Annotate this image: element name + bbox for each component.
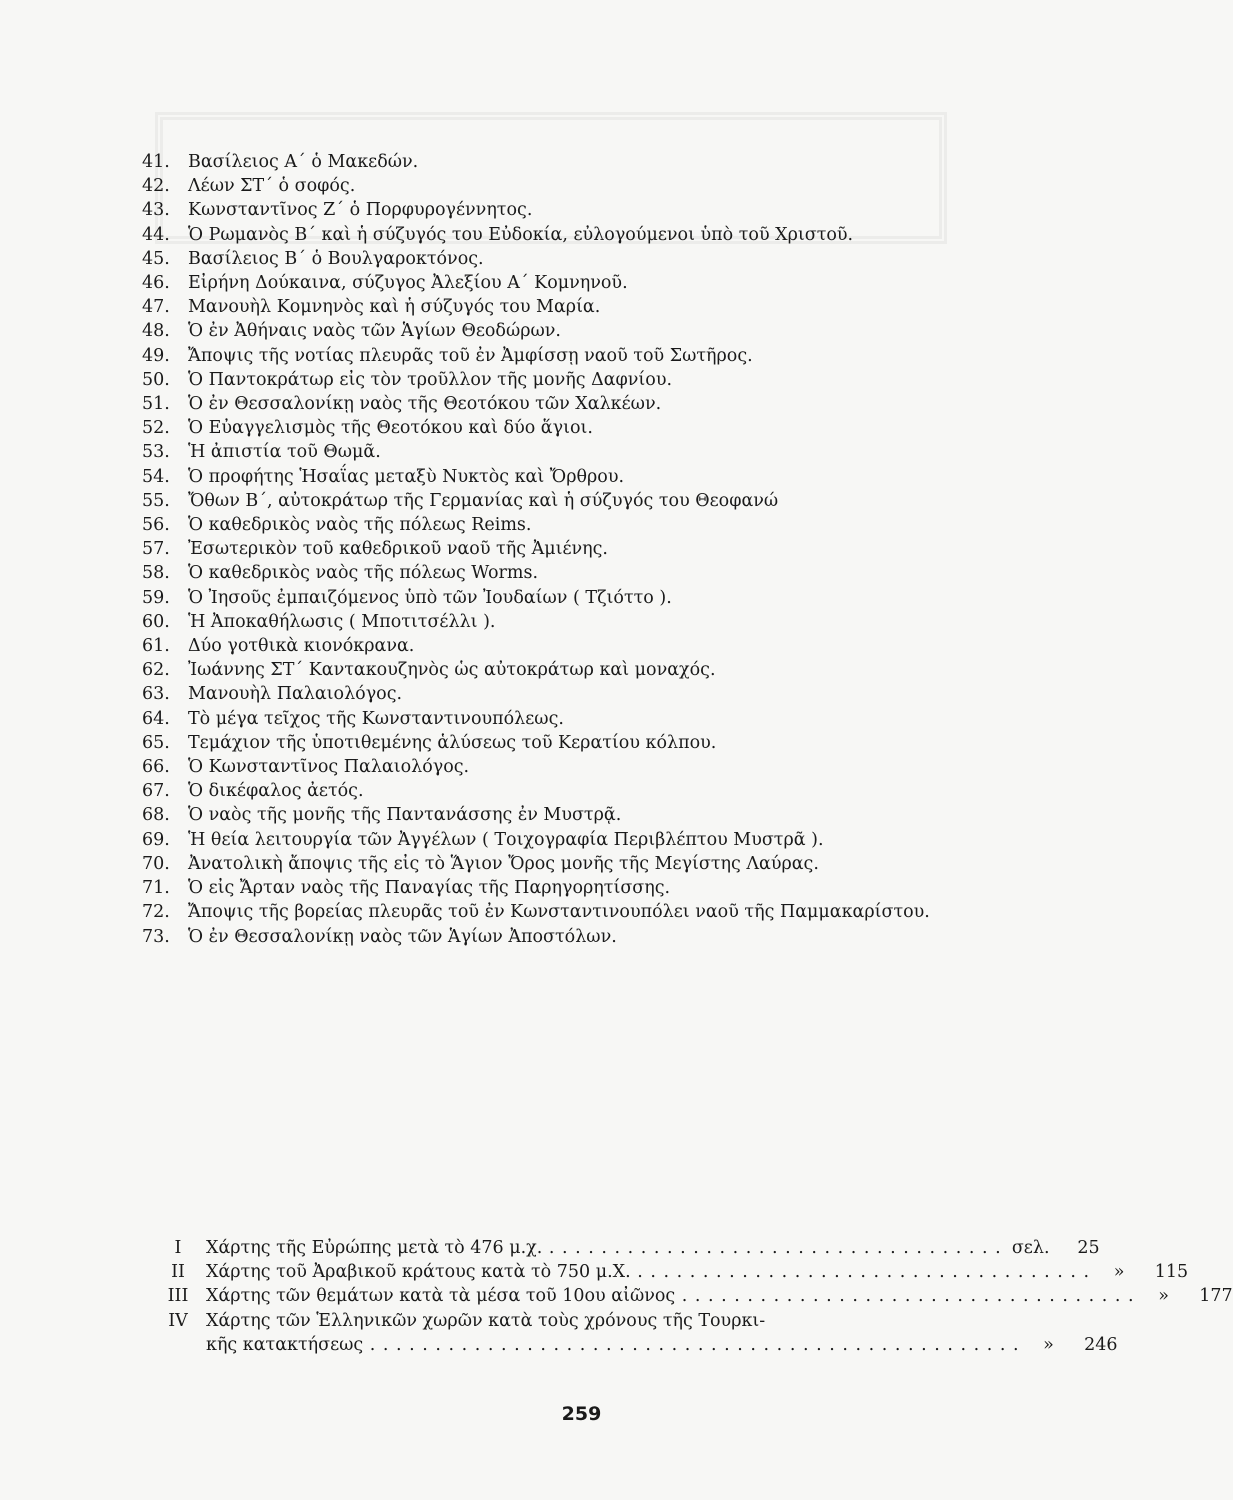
item-text: Ἡ Ἀποκαθήλωσις ( Μποτιτσέλλι ). (188, 611, 496, 632)
item-text: Λέων ΣΤ΄ ὁ σοφός. (188, 176, 356, 197)
item-number: 72. (142, 902, 170, 923)
map-number: II (171, 1262, 185, 1283)
item-text: Ὁ Παντοκράτωρ εἰς τὸν τροῦλλον τῆς μονῆς Δαφνίου. (188, 369, 673, 390)
item-number: 65. (142, 732, 170, 753)
list-item (142, 295, 992, 319)
item-number: 71. (142, 878, 170, 899)
item-text: Ὁ καθεδρικὸς ναὸς τῆς πόλεως Reims. (188, 515, 532, 536)
item-number: 59. (142, 587, 170, 608)
list-item (142, 416, 992, 440)
item-text: Μανουὴλ Κομνηνὸς καὶ ἡ σύζυγός του Μαρία. (188, 297, 601, 318)
item-number: 44. (142, 224, 170, 245)
item-number: 53. (142, 442, 170, 463)
item-number: 73. (142, 926, 170, 947)
item-number: 55. (142, 490, 170, 511)
item-text: Δύο γοτθικὰ κιονόκρανα. (188, 636, 415, 657)
item-text: Ὁ προφήτης Ἡσαΐας μεταξὺ Νυκτὸς καὶ Ὄρθρου. (188, 466, 625, 487)
item-number: 69. (142, 829, 170, 850)
list-item (142, 513, 992, 537)
item-text: Βασίλειος Α΄ ὁ Μακεδών. (188, 152, 419, 172)
item-text: Ὁ εἰς Ἄρταν ναὸς τῆς Παναγίας τῆς Παρηγορητίσσης. (188, 878, 671, 899)
list-item (142, 537, 992, 561)
leader-dots: . . . . . . . . . . . . . . . . . . . . . . . . . . . . . . . . . . . (542, 1238, 1002, 1258)
list-item (142, 223, 992, 247)
item-text: Ἡ ἀπιστία τοῦ Θωμᾶ. (188, 442, 381, 463)
item-text: Ὁ ἐν Ἀθήναις ναὸς τῶν Ἁγίων Θεοδώρων. (188, 321, 561, 342)
list-item (142, 465, 992, 489)
item-number: 49. (142, 345, 170, 366)
list-item (142, 900, 992, 924)
page-abbr: » (1113, 1262, 1125, 1283)
item-number: 57. (142, 539, 170, 560)
item-number: 43. (142, 200, 170, 221)
item-number: 70. (142, 853, 170, 874)
item-number: 66. (142, 757, 170, 778)
item-text: Ἄποψις τῆς βορείας πλευρᾶς τοῦ ἐν Κωνσταντινουπόλει ναοῦ τῆς Παμμακαρίστου. (188, 902, 930, 923)
item-number: 58. (142, 563, 170, 584)
item-number: 52. (142, 418, 170, 439)
item-number: 68. (142, 805, 170, 826)
page-abbr: σελ. (1011, 1238, 1050, 1258)
illustration-list (142, 150, 992, 949)
list-item (142, 876, 992, 900)
item-number: 47. (142, 297, 170, 318)
item-number: 67. (142, 781, 170, 802)
map-number: III (167, 1286, 189, 1307)
list-item (142, 392, 992, 416)
list-item (142, 368, 992, 392)
item-text: Εἰρήνη Δούκαινα, σύζυγος Ἀλεξίου Α΄ Κομνηνοῦ. (188, 273, 628, 294)
list-item (142, 610, 992, 634)
list-item (142, 271, 992, 295)
list-item (142, 852, 992, 876)
list-item (142, 779, 992, 803)
item-number: 62. (142, 660, 170, 681)
item-text: Ἀνατολικὴ ἄποψις τῆς εἰς τὸ Ἅγιον Ὄρος μονῆς τῆς Μεγίστης Λαύρας. (188, 853, 819, 874)
map-title: Χάρτης τοῦ Ἀραβικοῦ κράτους κατὰ τὸ 750 μ.Χ. (206, 1262, 631, 1283)
list-item (142, 440, 992, 464)
item-number: 64. (142, 708, 170, 729)
item-number: 48. (142, 321, 170, 342)
map-title-continuation: κῆς κατακτήσεως (206, 1334, 364, 1355)
item-number: 41. (142, 152, 170, 172)
map-title: Χάρτης τῶν Ἑλληνικῶν χωρῶν κατὰ τοὺς χρόνους τῆς Τουρκι- (206, 1310, 766, 1331)
item-number: 56. (142, 515, 170, 536)
item-number: 63. (142, 684, 170, 705)
list-item (142, 803, 992, 827)
item-text: Βασίλειος Β΄ ὁ Βουλγαροκτόνος. (188, 248, 484, 269)
item-text: Ἐσωτερικὸν τοῦ καθεδρικοῦ ναοῦ τῆς Ἀμιένης. (188, 539, 608, 560)
item-text: Ὁ ναὸς τῆς μονῆς τῆς Παντανάσσης ἐν Μυστρᾷ. (188, 805, 622, 826)
item-text: Ἄποψις τῆς νοτίας πλευρᾶς τοῦ ἐν Ἀμφίσσῃ ναοῦ τοῦ Σωτῆρος. (188, 345, 753, 366)
map-entry (150, 1260, 1189, 1284)
map-page: 177 (1199, 1286, 1233, 1307)
item-number: 50. (142, 369, 170, 390)
map-page: 246 (1084, 1334, 1118, 1355)
item-text: Ἰωάννης ΣΤ΄ Καντακουζηνὸς ὡς αὐτοκράτωρ καὶ μοναχός. (188, 660, 716, 681)
map-number: IV (168, 1310, 188, 1331)
list-item (142, 925, 992, 949)
list-item (142, 150, 992, 174)
list-item (142, 707, 992, 731)
map-page: 25 (1077, 1238, 1100, 1258)
page-abbr: » (1158, 1286, 1169, 1307)
item-text: Ἡ θεία λειτουργία τῶν Ἀγγέλων ( Τοιχογραφία Περιβλέπτου Μυστρᾶ ). (188, 829, 824, 850)
item-text: Ὁ Κωνσταντῖνος Παλαιολόγος. (188, 757, 470, 778)
item-text: Τὸ μέγα τεῖχος τῆς Κωνσταντινουπόλεως. (188, 708, 564, 729)
leader-dots: . . . . . . . . . . . . . . . . . . . . . . . . . . . . . . . . . . . (675, 1286, 1135, 1307)
item-text: Ὁ Ἰησοῦς ἐμπαιζόμενος ὑπὸ τῶν Ἰουδαίων ( Τζιόττο ). (188, 587, 672, 608)
list-item (142, 561, 992, 585)
item-text: Ὁ Εὐαγγελισμὸς τῆς Θεοτόκου καὶ δύο ἅγιοι. (188, 418, 593, 439)
page-abbr: » (1043, 1334, 1054, 1355)
list-item (142, 198, 992, 222)
map-entry (150, 1284, 1233, 1308)
item-text: Ὄθων Β΄, αὐτοκράτωρ τῆς Γερμανίας καὶ ἡ σύζυγός του Θεοφανώ (188, 490, 779, 511)
list-item (142, 344, 992, 368)
item-number: 60. (142, 611, 170, 632)
item-text: Ὁ ἐν Θεσσαλονίκῃ ναὸς τῆς Θεοτόκου τῶν Χαλκέων. (188, 394, 662, 415)
list-item (142, 319, 992, 343)
item-text: Ὁ δικέφαλος ἀετός. (188, 781, 364, 802)
list-item (142, 634, 992, 658)
map-entry-continuation (150, 1333, 1118, 1357)
list-item (142, 682, 992, 706)
list-item (142, 247, 992, 271)
list-item (142, 174, 992, 198)
item-text: Ὁ καθεδρικὸς ναὸς τῆς πόλεως Worms. (188, 563, 539, 584)
list-item (142, 731, 992, 755)
leader-dots: . . . . . . . . . . . . . . . . . . . . . . . . . . . . . . . . . . . . . . . . . . . . . . . . . . (363, 1334, 1020, 1355)
item-number: 42. (142, 176, 170, 197)
map-entry (150, 1236, 1100, 1260)
item-text: Μανουὴλ Παλαιολόγος. (188, 684, 403, 705)
item-text: Ὁ ἐν Θεσσαλονίκῃ ναὸς τῶν Ἁγίων Ἀποστόλων. (188, 926, 617, 947)
list-item (142, 755, 992, 779)
item-number: 61. (142, 636, 170, 657)
map-number: I (174, 1238, 182, 1258)
item-number: 51. (142, 394, 170, 415)
map-page: 115 (1154, 1262, 1189, 1283)
map-title: Χάρτης τῶν θεμάτων κατὰ τὰ μέσα τοῦ 10ου αἰῶνος (206, 1286, 676, 1307)
item-number: 45. (142, 248, 170, 269)
list-item (142, 828, 992, 852)
map-entry (150, 1309, 978, 1333)
map-title: Χάρτης τῆς Εὐρώπης μετὰ τὸ 476 μ.χ. (206, 1238, 543, 1258)
list-item (142, 489, 992, 513)
item-number: 46. (142, 273, 170, 294)
list-item (142, 586, 992, 610)
item-text: Κωνσταντῖνος Ζ΄ ὁ Πορφυρογέννητος. (188, 200, 533, 221)
list-item (142, 658, 992, 682)
page-number: 259 (561, 1403, 602, 1425)
leader-dots: . . . . . . . . . . . . . . . . . . . . . . . . . . . . . . . . . . . (630, 1262, 1091, 1283)
item-text: Ὁ Ρωμανὸς Β΄ καὶ ἡ σύζυγός του Εὐδοκία, εὐλογούμενοι ὑπὸ τοῦ Χριστοῦ. (188, 224, 854, 245)
maps-list (150, 1236, 1233, 1357)
item-number: 54. (142, 466, 170, 487)
item-text: Τεμάχιον τῆς ὑποτιθεμένης ἁλύσεως τοῦ Κερατίου κόλπου. (188, 732, 717, 753)
